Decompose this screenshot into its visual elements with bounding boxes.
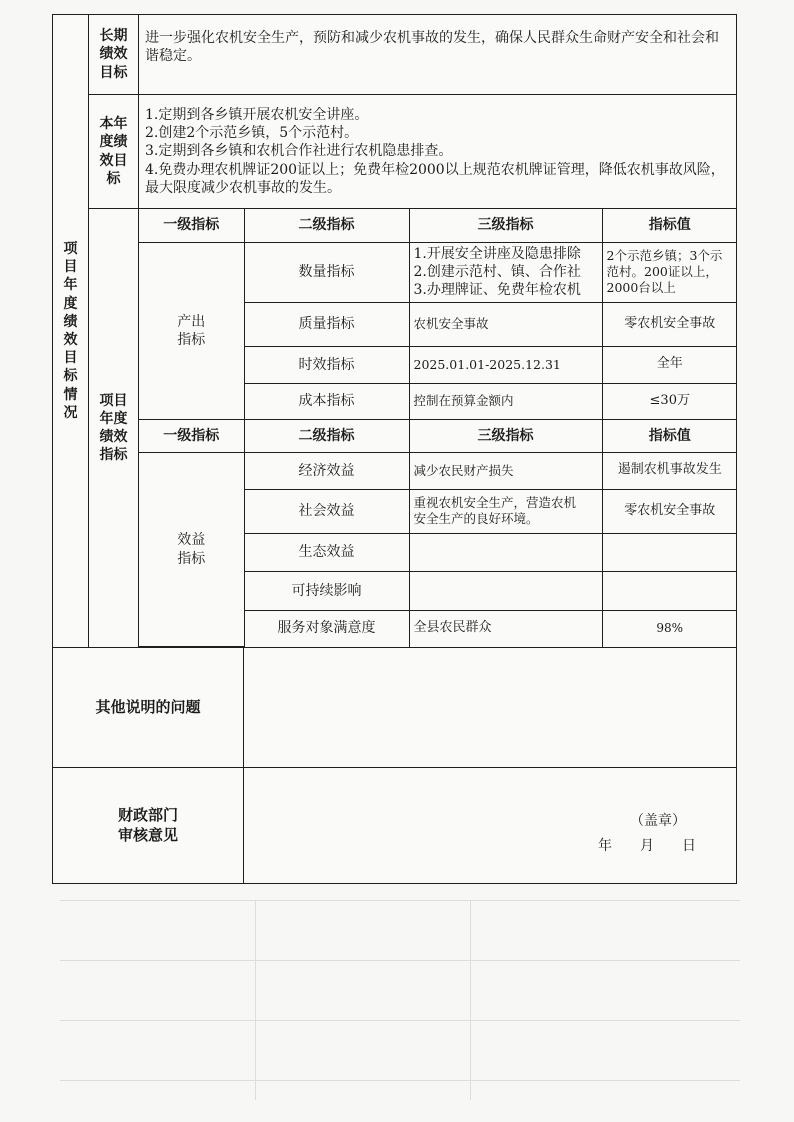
value-cell: 全年: [602, 347, 737, 383]
annual-goal-item: 3.定期到各乡镇和农机合作社进行农机隐患排查。: [145, 143, 453, 160]
level3-cell: [409, 572, 602, 610]
seal-text: （盖章）: [630, 812, 686, 829]
annual-goal-item: 4.免费办理农机牌证200证以上；免费年检2000以上规范农机牌证管理，降低农机事故风险，最大限度减少农机事故的发生。: [145, 161, 725, 196]
value-cell: 遏制农机事故发生: [602, 453, 737, 489]
header-level2: 二级指标: [244, 419, 409, 452]
table-row: [139, 453, 737, 489]
annual-goal-label: 本年 度绩 效目 标: [89, 95, 139, 209]
other-issues-content[interactable]: [244, 648, 737, 768]
value-cell: [602, 533, 737, 571]
long-term-goal-label: 长期 绩效 目标: [89, 15, 139, 95]
header-level3: 三级指标: [409, 209, 602, 242]
indicators-row: [53, 209, 737, 648]
level2-cell: 可持续影响: [244, 572, 409, 610]
annual-goal-item: 1.定期到各乡镇开展农机安全讲座。: [145, 107, 369, 124]
level3-cell: 控制在预算金额内: [409, 383, 602, 419]
benefit-indicator-label: 效益 指标: [139, 453, 244, 647]
level3-cell: 1.开展安全讲座及隐患排除 2.创建示范村、镇、合作社 3.办理牌证、免费年检农机: [409, 242, 602, 302]
level2-cell: 成本指标: [244, 383, 409, 419]
header-value: 指标值: [602, 419, 737, 452]
level2-cell: 质量指标: [244, 302, 409, 346]
long-term-goal-text: 进一步强化农机安全生产，预防和减少农机事故的发生，确保人民群众生命财产安全和社会和谐稳定。: [139, 15, 737, 95]
level2-cell: 生态效益: [244, 533, 409, 571]
level3-cell: 减少农民财产损失: [409, 453, 602, 489]
date-text: 年 月 日: [598, 837, 696, 854]
performance-table: [52, 14, 737, 884]
value-cell: 2个示范乡镇；3个示 范村。200证以上， 2000台以上: [602, 242, 737, 302]
annual-goal-item: 2.创建2个示范乡镇，5个示范村。: [145, 125, 359, 142]
level2-cell: 经济效益: [244, 453, 409, 489]
output-indicator-label: 产出 指标: [139, 242, 244, 419]
level2-cell: 社会效益: [244, 489, 409, 533]
value-cell: ≤30万: [602, 383, 737, 419]
finance-review-content[interactable]: [244, 768, 737, 884]
annual-goal-row: [53, 95, 737, 209]
indicator-label: 项目 年度 绩效 指标: [89, 209, 139, 648]
benefit-header-row: [139, 419, 737, 452]
level3-cell: 重视农机安全生产，营造农机 安全生产的良好环境。: [409, 489, 602, 533]
finance-review-row: [53, 768, 737, 884]
value-cell: [602, 572, 737, 610]
level3-cell: 全县农民群众: [409, 610, 602, 646]
value-cell: 零农机安全事故: [602, 489, 737, 533]
annual-goal-list: [139, 95, 737, 209]
level2-cell: 服务对象满意度: [244, 610, 409, 646]
level3-cell: 农机安全事故: [409, 302, 602, 346]
finance-review-label: 财政部门 审核意见: [53, 768, 244, 884]
section-label: 项 目 年 度 绩 效 目 标 情 况: [53, 15, 89, 648]
level2-cell: 时效指标: [244, 347, 409, 383]
indicator-grid-cell: [139, 209, 737, 648]
header-value: 指标值: [602, 209, 737, 242]
header-level1: 一级指标: [139, 209, 244, 242]
level3-cell: 2025.01.01-2025.12.31: [409, 347, 602, 383]
value-cell: 98%: [602, 610, 737, 646]
indicator-grid: [139, 209, 737, 647]
header-level2: 二级指标: [244, 209, 409, 242]
output-header-row: [139, 209, 737, 242]
seal-area: [598, 809, 696, 859]
other-issues-label: 其他说明的问题: [53, 648, 244, 768]
value-cell: 零农机安全事故: [602, 302, 737, 346]
other-issues-row: [53, 648, 737, 768]
level3-cell: [409, 533, 602, 571]
header-level1: 一级指标: [139, 419, 244, 452]
level2-cell: 数量指标: [244, 242, 409, 302]
table-row: [139, 242, 737, 302]
header-level3: 三级指标: [409, 419, 602, 452]
long-term-goal-row: [53, 15, 737, 95]
